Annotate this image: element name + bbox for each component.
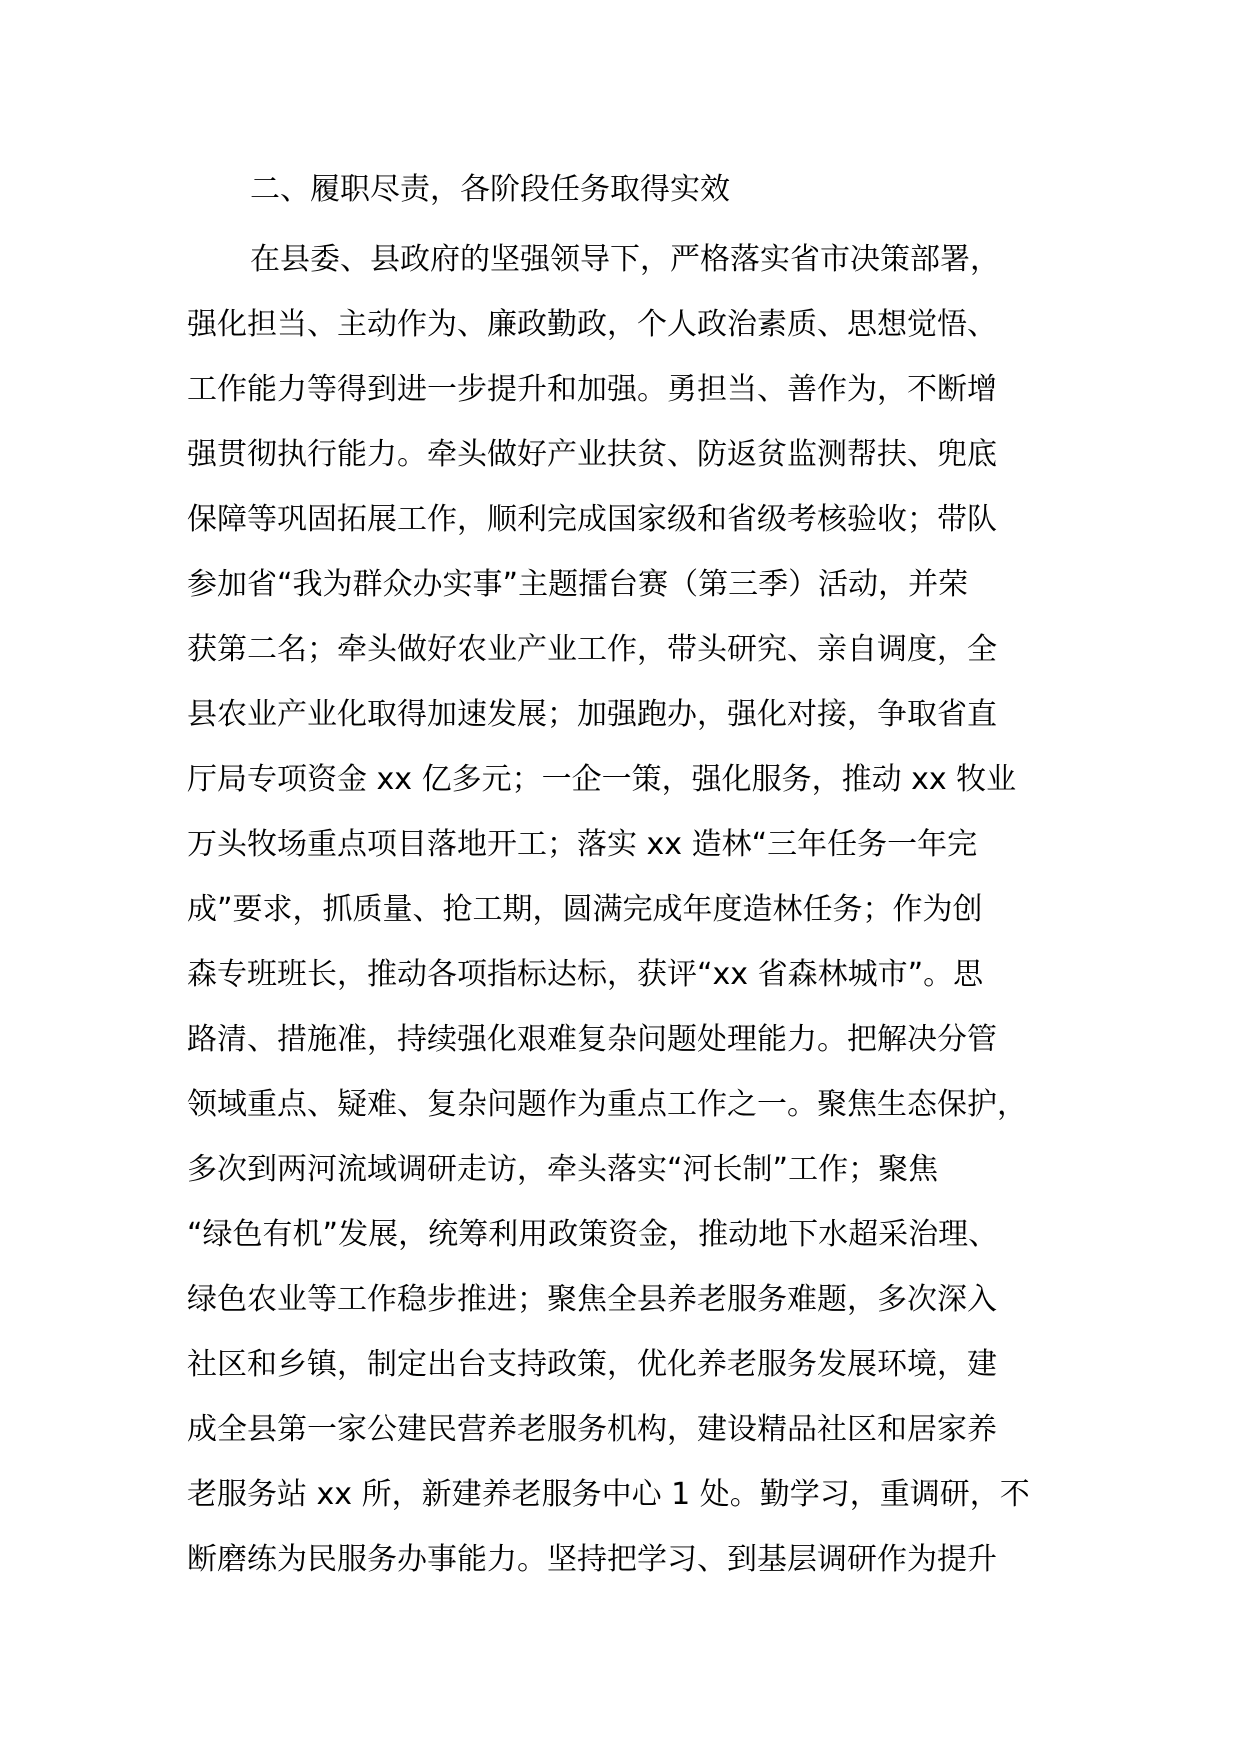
paragraph-line: “绿色有机”发展，统筹利用政策资金，推动地下水超采治理、 <box>187 1217 999 1252</box>
paragraph-line: 社区和乡镇，制定出台支持政策，优化养老服务发展环境，建 <box>187 1347 997 1382</box>
paragraph-line: 成全县第一家公建民营养老服务机构，建设精品社区和居家养 <box>187 1412 997 1447</box>
section-heading: 二、履职尽责，各阶段任务取得实效 <box>250 172 730 207</box>
paragraph-line: 强贯彻执行能力。牵头做好产业扶贫、防返贫监测帮扶、兜底 <box>187 437 997 472</box>
paragraph-line: 保障等巩固拓展工作，顺利完成国家级和省级考核验收；带队 <box>187 502 997 537</box>
paragraph-line: 断磨练为民服务办事能力。坚持把学习、到基层调研作为提升 <box>187 1542 997 1577</box>
paragraph-line: 绿色农业等工作稳步推进；聚焦全县养老服务难题，多次深入 <box>187 1282 997 1317</box>
paragraph-line: 成”要求，抓质量、抢工期，圆满完成年度造林任务；作为创 <box>187 892 983 927</box>
paragraph-line: 工作能力等得到进一步提升和加强。勇担当、善作为，不断增 <box>187 372 997 407</box>
paragraph-line: 在县委、县政府的坚强领导下，严格落实省市决策部署， <box>250 242 1000 277</box>
paragraph-line: 路清、措施准，持续强化艰难复杂问题处理能力。把解决分管 <box>187 1022 997 1057</box>
paragraph-line: 强化担当、主动作为、廉政勤政，个人政治素质、思想觉悟、 <box>187 307 997 342</box>
paragraph-line: 厅局专项资金 xx 亿多元；一企一策，强化服务，推动 xx 牧业 <box>187 762 1017 797</box>
paragraph-line: 万头牧场重点项目落地开工；落实 xx 造林“三年任务一年完 <box>187 827 978 862</box>
body-paragraph <box>187 227 1087 1592</box>
paragraph-line: 领域重点、疑难、复杂问题作为重点工作之一。聚焦生态保护， <box>187 1087 1027 1122</box>
paragraph-line: 森专班班长，推动各项指标达标，获评“xx 省森林城市”。思 <box>187 957 984 992</box>
paragraph-line: 县农业产业化取得加速发展；加强跑办，强化对接，争取省直 <box>187 697 997 732</box>
paragraph-line: 老服务站 xx 所，新建养老服务中心 1 处。勤学习，重调研，不 <box>187 1477 1030 1512</box>
paragraph-line: 多次到两河流域调研走访，牵头落实“河长制”工作；聚焦 <box>187 1152 939 1187</box>
paragraph-line: 参加省“我为群众办实事”主题擂台赛（第三季）活动，并荣 <box>187 567 969 602</box>
paragraph-line: 获第二名；牵头做好农业产业工作，带头研究、亲自调度，全 <box>187 632 997 667</box>
